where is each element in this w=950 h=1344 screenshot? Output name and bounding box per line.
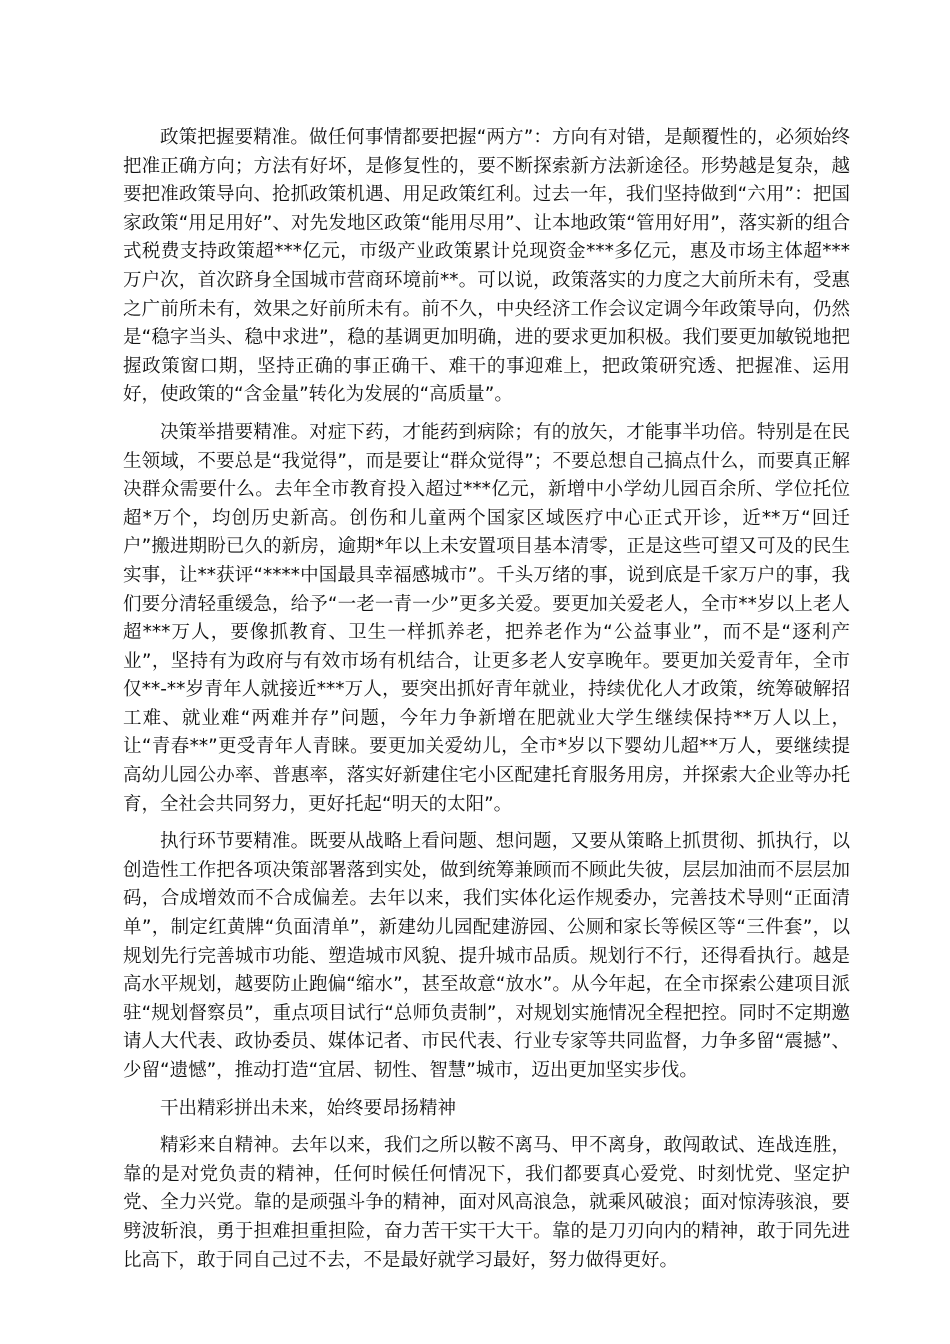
- paragraph-decision-precision: 决策举措要精准。对症下药，才能药到病除；有的放矢，才能事半功倍。特别是在民生领域，不要总是“我觉得”，而是要让“群众觉得”；不要总想自己搞点什么，而要真正解决群众需要什么。去年全市教育投入超过***亿元，新增中小学幼儿园百余所、学位托位超*万个，均创历史新高。创伤和儿童两个国家区域医疗中心正式开诊，近**万“回迁户”搬进期盼已久的新房，逾期*年以上未安置项目基本清零，正是这些可望又可及的民生实事，让**获评“****中国最具幸福感城市”。千头万绪的事，说到底是千家万户的事，我们要分清轻重缓急，给予“一老一青一少”更多关爱。要更加关爱老人，全市**岁以上老人超***万人，要像抓教育、卫生一样抓养老，把养老作为“公益事业”，而不是“逐利产业”，坚持有为政府与有效市场有机结合，让更多老人安享晚年。要更加关爱青年，全市仅**-**岁青年人就接近***万人，要突出抓好青年就业，持续优化人才政策，统筹破解招工难、就业难“两难并存”问题，今年力争新增在肥就业大学生继续保持**万人以上，让“青春**”更受青年人青睐。要更加关爱幼儿，全市*岁以下婴幼儿超**万人，要继续提高幼儿园公办率、普惠率，落实好新建住宅小区配建托育服务用房，并探索大企业等办托育，全社会共同努力，更好托起“明天的太阳”。: [123, 421, 850, 815]
- paragraph-execution-precision: 执行环节要精准。既要从战略上看问题、想问题，又要从策略上抓贯彻、抓执行，以创造性工作把各项决策部署落到实处，做到统筹兼顾而不顾此失彼，层层加油而不层层加码，合成增效而不合成偏差。去年以来，我们实体化运作规委办，完善技术导则“正面清单”，制定红黄牌“负面清单”，新建幼儿园配建游园、公厕和家长等候区等“三件套”，以规划先行完善城市功能、塑造城市风貌、提升城市品质。规划行不行，还得看执行。越是高水平规划，越要防止跑偏“缩水”，甚至故意“放水”。从今年起，在全市探索公建项目派驻“规划督察员”，重点项目试行“总师负责制”，对规划实施情况全程把控。同时不定期邀请人大代表、政协委员、媒体记者、市民代表、行业专家等共同监督，力争多留“震撼”、少留“遗憾”，推动打造“宜居、韧性、智慧”城市，迈出更加坚实步伐。: [123, 831, 851, 1081]
- document-body: [123, 124, 850, 1284]
- section-heading: 干出精彩拼出未来，始终要昂扬精神: [160, 1097, 457, 1119]
- paragraph-spirit: 精彩来自精神。去年以来，我们之所以鞍不离马、甲不离身，敢闯敢试、连战连胜，靠的是对党负责的精神，任何时候任何情况下，我们都要真心爱党、时刻忧党、坚定护党、全力兴党。靠的是顽强斗争的精神，面对风高浪急，就乘风破浪；面对惊涛骇浪，要劈波斩浪，勇于担难担重担险，奋力苦干实干大干。靠的是刀刃向内的精神，敢于同先进比高下，敢于同自己过不去，不是最好就学习最好，努力做得更好。: [123, 1135, 850, 1271]
- paragraph-policy-precision: 政策把握要精准。做任何事情都要把握“两方”：方向有对错，是颠覆性的，必须始终把准正确方向；方法有好坏，是修复性的，要不断探索新方法新途径。形势越是复杂，越要把准政策导向、抢抓政策机遇、用足政策红利。过去一年，我们坚持做到“六用”：把国家政策“用足用好”、对先发地区政策“能用尽用”、让本地政策“管用好用”，落实新的组合式税费支持政策超***亿元，市级产业政策累计兑现资金***多亿元，惠及市场主体超***万户次，首次跻身全国城市营商环境前**。可以说，政策落实的力度之大前所未有，受惠之广前所未有，效果之好前所未有。前不久，中央经济工作会议定调今年政策导向，仍然是“稳字当头、稳中求进”，稳的基调更加明确，进的要求更加积极。我们要更加敏锐地把握政策窗口期，坚持正确的事正确干、难干的事迎难上，把政策研究透、把握准、运用好，使政策的“含金量”转化为发展的“高质量”。: [123, 127, 850, 406]
